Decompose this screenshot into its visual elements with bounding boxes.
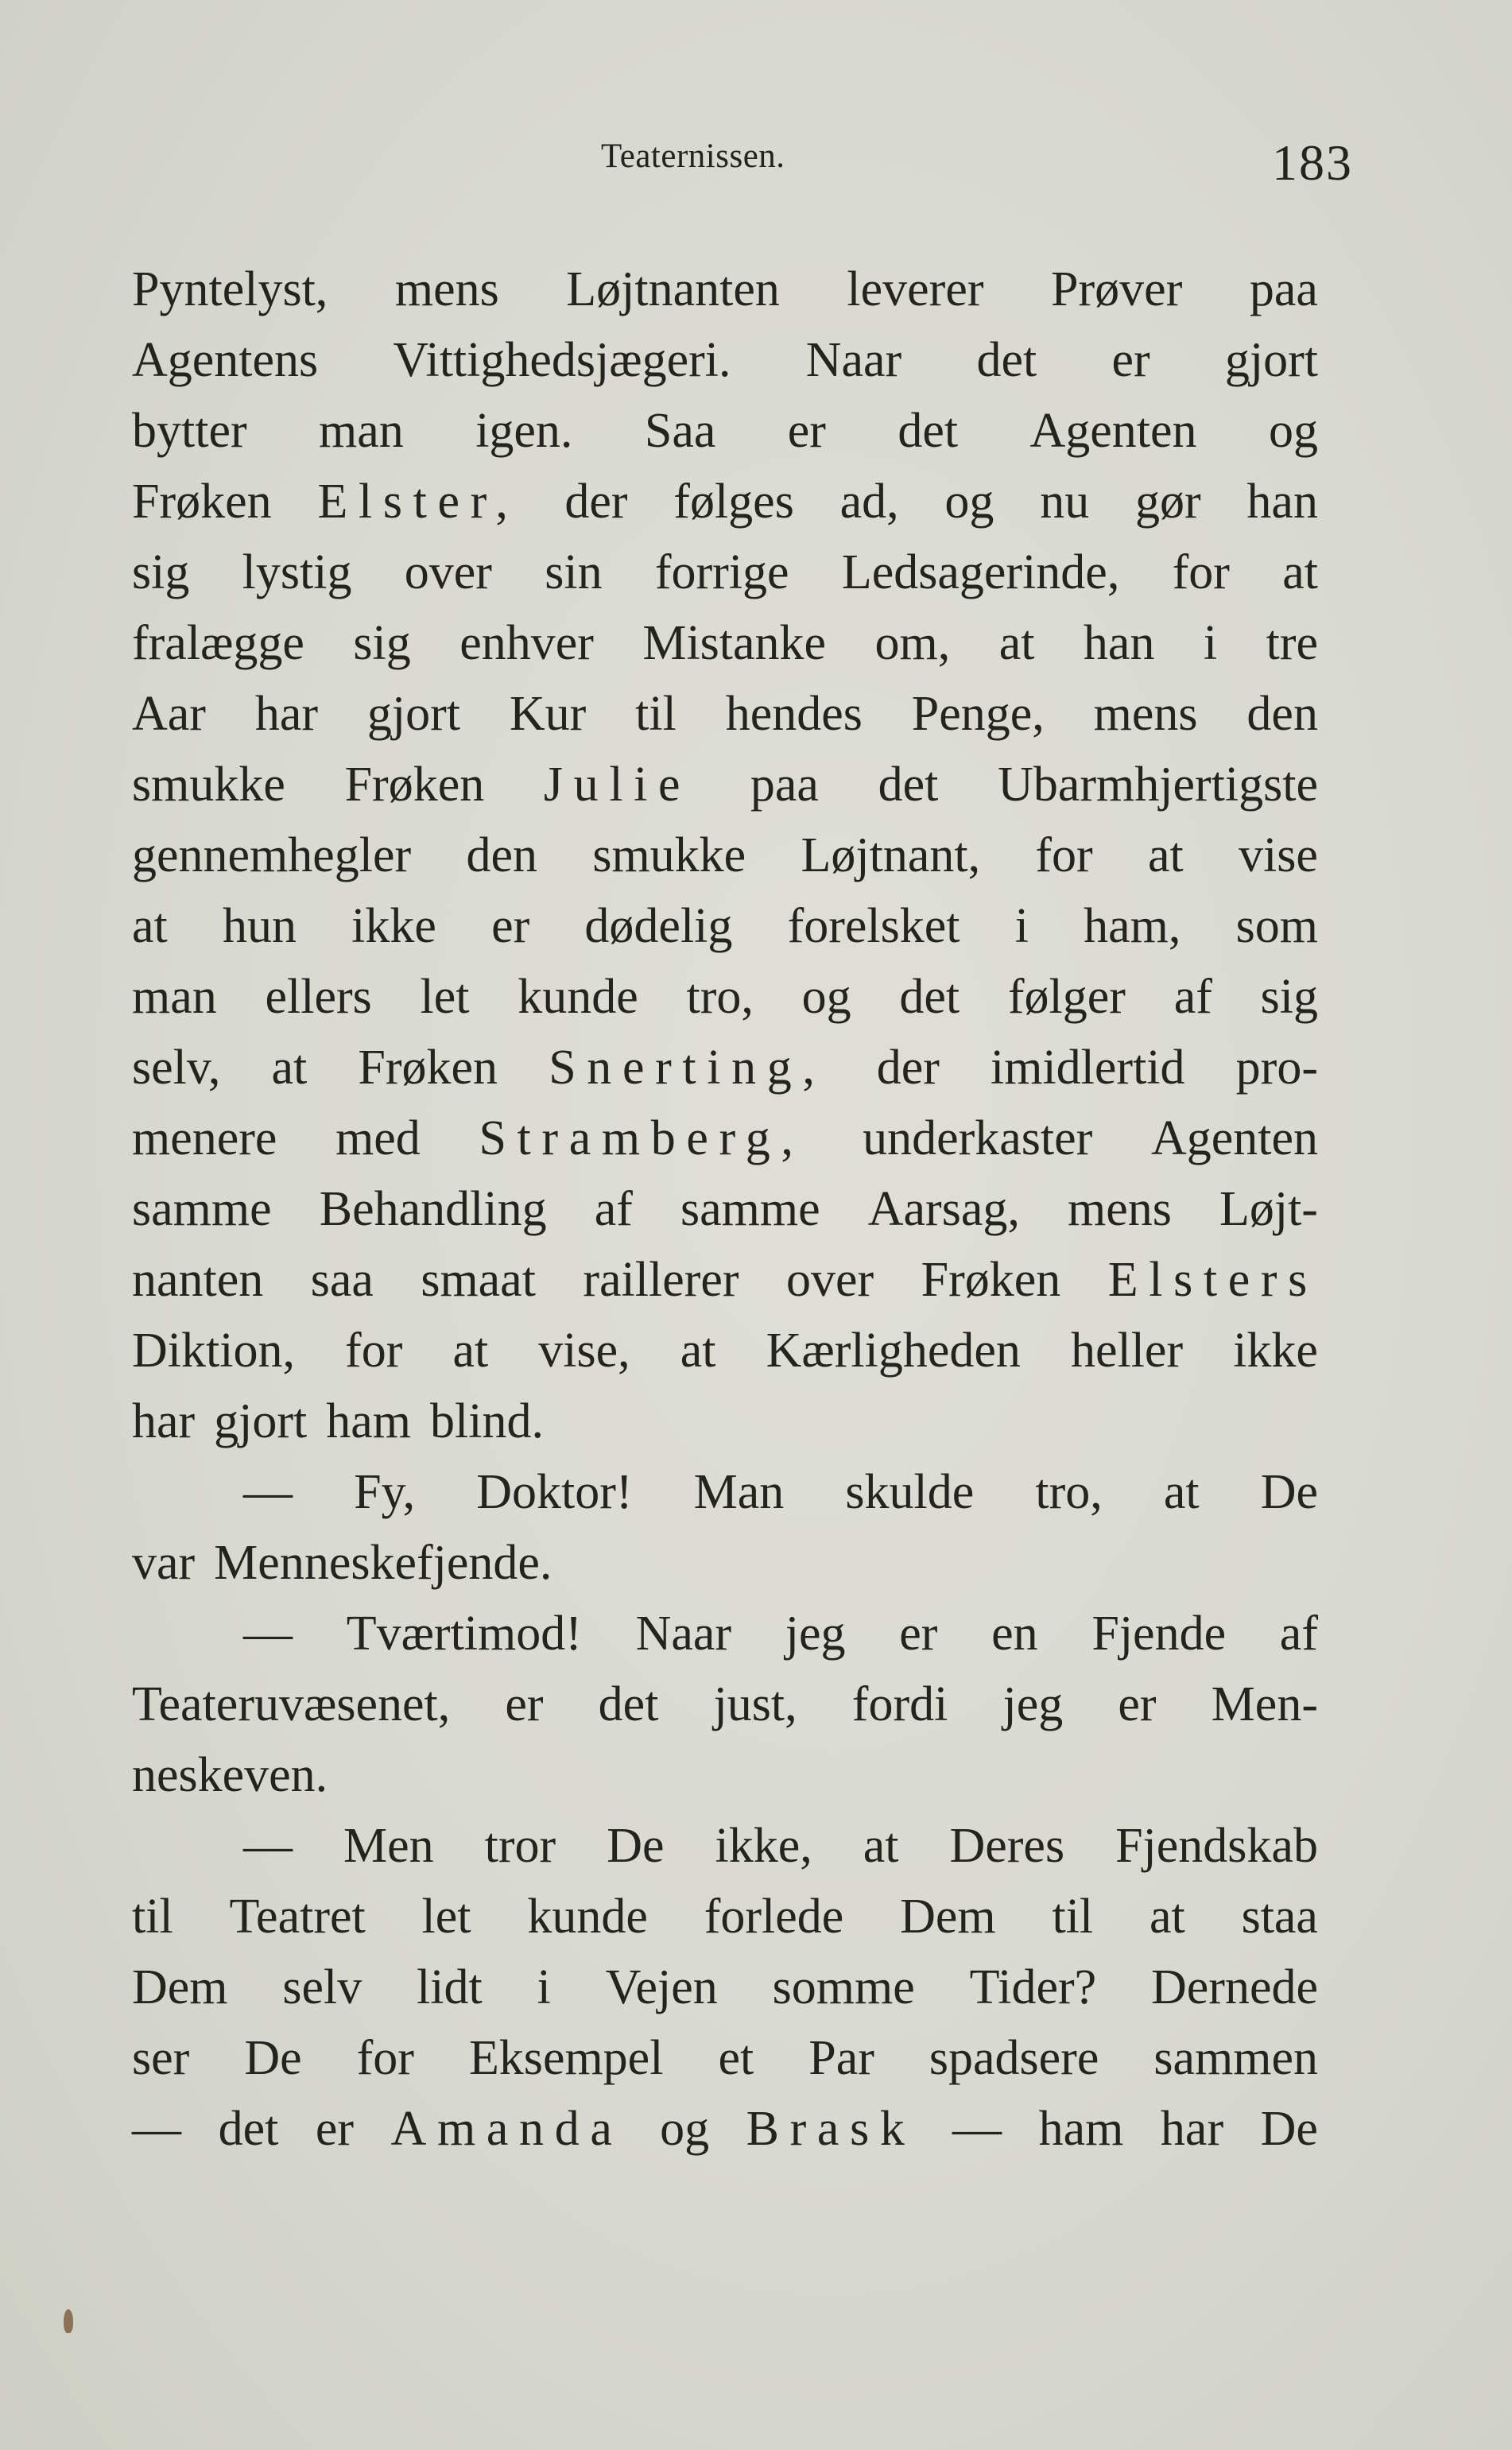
word: Frøken — [921, 1253, 1061, 1307]
word: er — [315, 2102, 355, 2156]
word: igen. — [475, 404, 573, 458]
word: Aarsag, — [867, 1182, 1020, 1236]
word: mens — [1067, 1182, 1172, 1236]
word: at — [1163, 1465, 1200, 1519]
word: sig — [353, 616, 411, 670]
word: det — [598, 1677, 659, 1731]
word: nanten — [132, 1253, 264, 1307]
word: er — [1118, 1677, 1157, 1731]
word: vise — [1239, 828, 1318, 882]
word: af — [1279, 1607, 1318, 1661]
word: Ubarmhjertigste — [998, 758, 1318, 812]
word: har — [132, 1394, 196, 1448]
text-line — [132, 1882, 1318, 1952]
word: har — [1160, 2102, 1224, 2156]
word: er — [1111, 333, 1150, 387]
word: kunde — [518, 970, 638, 1024]
spaced-name-word: Julie — [543, 758, 692, 812]
word: som — [1235, 899, 1318, 953]
word: samme — [680, 1182, 820, 1236]
word: for — [356, 2031, 414, 2085]
word: Teateruvæsenet, — [132, 1677, 451, 1731]
word: Kur — [509, 687, 587, 741]
word: Naar — [805, 333, 902, 387]
word: blind. — [430, 1394, 544, 1448]
word: Eksempel — [468, 2031, 664, 2085]
word: i — [1014, 899, 1029, 953]
word: Mistanke — [642, 616, 827, 670]
word: over — [404, 545, 492, 599]
word: til — [1052, 1890, 1094, 1944]
word: ham, — [1084, 899, 1181, 953]
text-line — [132, 2023, 1318, 2094]
word: selv — [282, 1960, 362, 2014]
word: Dem — [132, 1960, 228, 2014]
word: forrige — [654, 545, 789, 599]
word: Naar — [635, 1607, 732, 1661]
word: De — [244, 2031, 302, 2085]
word: sig — [132, 545, 190, 599]
word: — — [243, 1819, 293, 1873]
word: Men- — [1211, 1677, 1318, 1731]
word: følges — [673, 475, 794, 529]
word: Men — [343, 1819, 434, 1873]
word: og — [944, 475, 994, 529]
word: tror — [484, 1819, 556, 1873]
word: let — [421, 1890, 471, 1944]
word: Doktor! — [476, 1465, 633, 1519]
word: paa — [1249, 262, 1318, 316]
word: paa — [750, 758, 819, 812]
word: tro, — [686, 970, 754, 1024]
word: at — [998, 616, 1035, 670]
word: smukke — [592, 828, 746, 882]
word: det — [976, 333, 1037, 387]
text-line — [132, 1174, 1318, 1245]
word: tre — [1266, 616, 1318, 670]
word: at — [132, 899, 168, 953]
word: heller — [1070, 1324, 1184, 1378]
word: smaat — [421, 1253, 536, 1307]
word: fralægge — [132, 616, 304, 670]
word: Diktion, — [132, 1324, 295, 1378]
word: ad, — [839, 475, 899, 529]
word: at — [271, 1041, 308, 1095]
word: at — [1282, 545, 1318, 599]
spaced-name-word: Elsters — [1107, 1253, 1318, 1307]
word: at — [680, 1324, 716, 1378]
word: Saa — [644, 404, 716, 458]
word: har — [254, 687, 318, 741]
word: forlede — [704, 1890, 844, 1944]
body-text — [132, 254, 1318, 2165]
word: af — [594, 1182, 633, 1236]
word: forelsket — [787, 899, 960, 953]
word: underkaster — [863, 1111, 1093, 1165]
text-line — [132, 608, 1318, 679]
word: gør — [1134, 475, 1201, 529]
word: det — [218, 2102, 279, 2156]
text-line — [132, 679, 1318, 750]
word: at — [863, 1819, 899, 1873]
word: at — [1148, 828, 1184, 882]
text-line — [132, 396, 1318, 467]
word: sammen — [1153, 2031, 1318, 2085]
word: raillerer — [583, 1253, 739, 1307]
word: til — [635, 687, 677, 741]
word: somme — [772, 1960, 915, 2014]
word: Frøken — [344, 758, 485, 812]
word: spadsere — [929, 2031, 1099, 2085]
word: selv, — [132, 1041, 221, 1095]
text-line — [132, 1386, 1318, 1457]
word: De — [607, 1819, 665, 1873]
word: er — [505, 1677, 544, 1731]
ink-spot — [64, 2309, 73, 2333]
word: menere — [132, 1111, 277, 1165]
word: pro- — [1235, 1041, 1318, 1095]
word: ellers — [265, 970, 372, 1024]
word: De — [1260, 1465, 1318, 1519]
word: ham — [326, 1394, 412, 1448]
word: Agentens — [132, 333, 319, 387]
word: gjort — [366, 687, 460, 741]
word: Agenten — [1150, 1111, 1318, 1165]
word: Par — [808, 2031, 874, 2085]
text-line — [132, 750, 1318, 820]
word: for — [1172, 545, 1230, 599]
word: sig — [1260, 970, 1318, 1024]
word: — — [243, 1465, 293, 1519]
text-line — [132, 325, 1318, 396]
word: der — [564, 475, 628, 529]
text-line — [132, 254, 1318, 325]
word: Aar — [132, 687, 206, 741]
word: Prøver — [1051, 262, 1183, 316]
spaced-name-word: Brask — [746, 2102, 916, 2156]
word: tro, — [1035, 1465, 1103, 1519]
word: der — [876, 1041, 940, 1095]
word: til — [132, 1890, 173, 1944]
word: — — [952, 2102, 1002, 2156]
word: var — [132, 1536, 196, 1590]
word: Vejen — [605, 1960, 718, 2014]
word: saa — [310, 1253, 374, 1307]
word: jeg — [785, 1607, 846, 1661]
word: det — [878, 758, 939, 812]
word: Tider? — [969, 1960, 1097, 2014]
word: neskeven. — [132, 1748, 328, 1802]
word: Fjendskab — [1115, 1819, 1318, 1873]
spaced-name-word: Amanda — [390, 2102, 623, 2156]
word: hun — [222, 899, 297, 953]
word: mens — [1093, 687, 1198, 741]
word: er — [899, 1607, 938, 1661]
word: Dernede — [1151, 1960, 1318, 2014]
word: man — [132, 970, 217, 1024]
text-line — [132, 891, 1318, 962]
word: sin — [545, 545, 603, 599]
word: ser — [132, 2031, 190, 2085]
word: Vittighedsjægeri. — [393, 333, 731, 387]
word: Fy, — [354, 1465, 416, 1519]
word: er — [491, 899, 530, 953]
text-line — [132, 467, 1318, 537]
word: i — [537, 1960, 551, 2014]
text-line — [132, 962, 1318, 1033]
word: just, — [713, 1677, 797, 1731]
text-line — [132, 1599, 1318, 1669]
word: fordi — [851, 1677, 948, 1731]
word: — — [243, 1607, 293, 1661]
word: og — [660, 2102, 710, 2156]
word: Pyntelyst, — [132, 262, 328, 316]
word: og — [801, 970, 851, 1024]
spaced-name-word: Stramberg, — [479, 1111, 804, 1165]
text-line — [132, 1811, 1318, 1882]
word: Frøken — [358, 1041, 498, 1095]
word: den — [466, 828, 538, 882]
page-number: 183 — [1272, 134, 1353, 191]
word: Løjtnant, — [801, 828, 981, 882]
text-line — [132, 1033, 1318, 1103]
word: Løjtnanten — [566, 262, 780, 316]
word: at — [452, 1324, 489, 1378]
word: leverer — [847, 262, 984, 316]
word: skulde — [845, 1465, 975, 1519]
word: imidlertid — [991, 1041, 1185, 1095]
word: bytter — [132, 404, 247, 458]
word: enhver — [459, 616, 594, 670]
word: let — [420, 970, 470, 1024]
word: Ledsagerinde, — [841, 545, 1120, 599]
word: det — [898, 404, 959, 458]
text-line — [132, 1245, 1318, 1316]
text-line — [132, 2094, 1318, 2165]
word: nu — [1040, 475, 1090, 529]
word: Behandling — [319, 1182, 547, 1236]
word: det — [899, 970, 960, 1024]
word: man — [319, 404, 404, 458]
word: mens — [394, 262, 499, 316]
word: ikke, — [715, 1819, 812, 1873]
word: over — [785, 1253, 874, 1307]
word: samme — [132, 1182, 272, 1236]
text-line — [132, 537, 1318, 608]
word: med — [335, 1111, 421, 1165]
word: Menneskefjende. — [214, 1536, 552, 1590]
word: De — [1260, 2102, 1318, 2156]
word: lidt — [417, 1960, 483, 2014]
word: følger — [1007, 970, 1126, 1024]
running-title: Teaternissen. — [601, 138, 785, 175]
word: og — [1268, 404, 1318, 458]
text-line — [132, 1457, 1318, 1528]
word: om, — [874, 616, 951, 670]
word: Fjende — [1091, 1607, 1227, 1661]
word: Dem — [900, 1890, 996, 1944]
word: Teatret — [229, 1890, 366, 1944]
word: Kærligheden — [766, 1324, 1021, 1378]
word: gjort — [1224, 333, 1318, 387]
word: ham — [1038, 2102, 1124, 2156]
word: en — [991, 1607, 1038, 1661]
word: vise, — [538, 1324, 630, 1378]
word: ikke — [351, 899, 436, 953]
word: af — [1173, 970, 1212, 1024]
word: den — [1246, 687, 1318, 741]
word: Agenten — [1029, 404, 1197, 458]
word: jeg — [1002, 1677, 1064, 1731]
word: Man — [693, 1465, 785, 1519]
word: er — [787, 404, 826, 458]
text-line — [132, 1316, 1318, 1386]
text-line — [132, 1669, 1318, 1740]
word: — — [132, 2102, 181, 2156]
word: ikke — [1233, 1324, 1318, 1378]
word: han — [1246, 475, 1318, 529]
word: i — [1203, 616, 1218, 670]
word: Penge, — [911, 687, 1045, 741]
word: hendes — [725, 687, 863, 741]
spaced-name-word: Snerting, — [549, 1041, 826, 1095]
text-line — [132, 820, 1318, 891]
text-line — [132, 1103, 1318, 1174]
word: Tværtimod! — [346, 1607, 582, 1661]
word: at — [1149, 1890, 1185, 1944]
word: staa — [1241, 1890, 1318, 1944]
word: gennemhegler — [132, 828, 412, 882]
word: et — [718, 2031, 754, 2085]
word: smukke — [132, 758, 285, 812]
word: dødelig — [584, 899, 733, 953]
word: Løjt- — [1219, 1182, 1318, 1236]
word: gjort — [214, 1394, 308, 1448]
word: Deres — [949, 1819, 1065, 1873]
word: Frøken — [132, 475, 272, 529]
spaced-name-word: Elster, — [317, 475, 519, 529]
word: for — [1035, 828, 1093, 882]
text-line — [132, 1952, 1318, 2023]
word: lystig — [242, 545, 352, 599]
word: kunde — [527, 1890, 648, 1944]
word: for — [345, 1324, 403, 1378]
text-line — [132, 1528, 1318, 1599]
word: han — [1083, 616, 1155, 670]
text-line — [132, 1740, 1318, 1811]
